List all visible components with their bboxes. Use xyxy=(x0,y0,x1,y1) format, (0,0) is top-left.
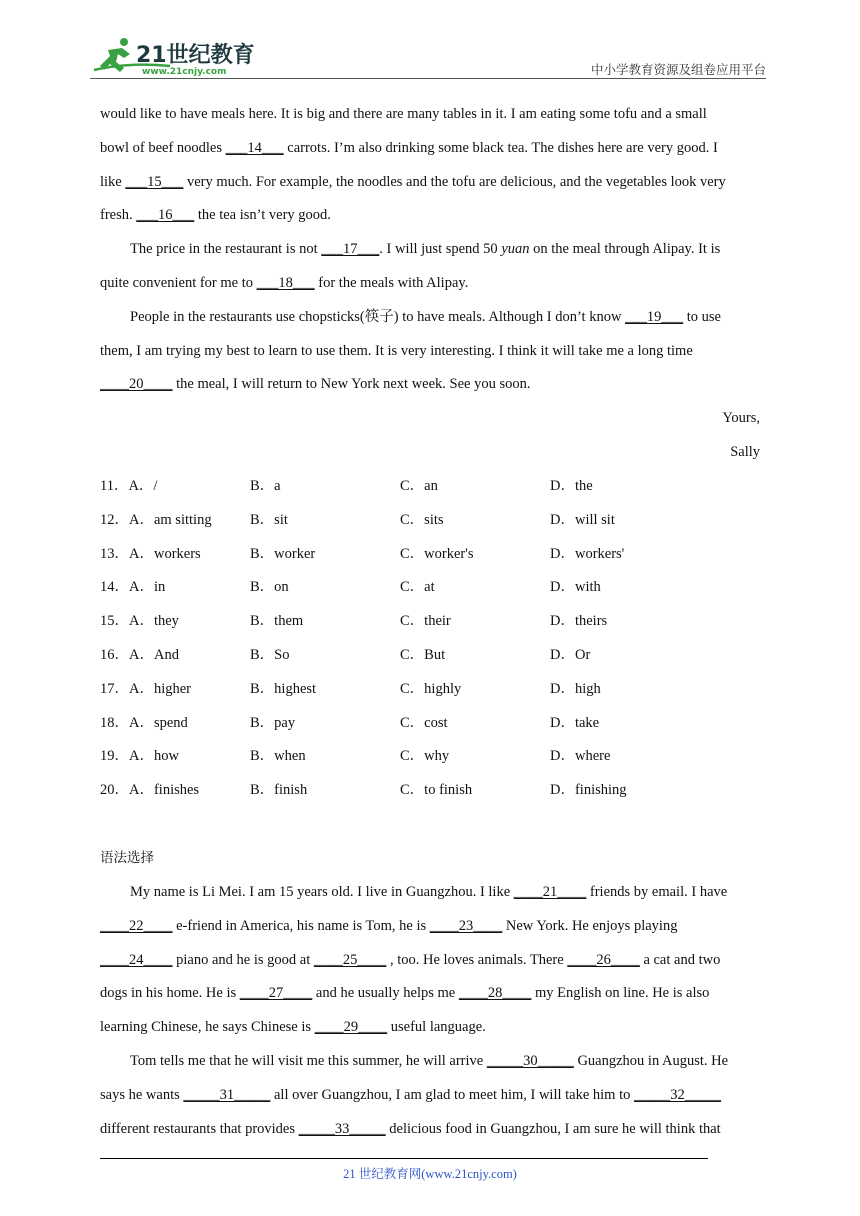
text-line xyxy=(100,1045,760,1079)
logo-21cnjy xyxy=(90,36,260,76)
blank-30[interactable]: _____30_____ xyxy=(486,1052,574,1069)
text-segment: New York. He enjoys playing xyxy=(502,917,678,934)
text-segment: my English on line. He is also xyxy=(531,985,710,1002)
text-segment: , too. He loves animals. There xyxy=(386,951,568,968)
option-a[interactable]: 18．A．spend xyxy=(100,714,188,731)
text-line: would like to have meals here. It is big and there are many tables in it. I am eating some tofu and a small xyxy=(100,106,707,122)
text-segment: Guangzhou in August. He xyxy=(573,1052,729,1069)
option-c[interactable]: C．to finish xyxy=(400,782,473,799)
text-segment: learning Chinese, he says Chinese is xyxy=(100,1019,315,1036)
blank-33[interactable]: _____33_____ xyxy=(298,1120,386,1137)
option-a[interactable]: 19．A．how xyxy=(100,748,179,765)
option-d[interactable]: D．Or xyxy=(550,646,591,663)
text-segment: and he usually helps me xyxy=(312,985,459,1002)
text-segment: says he wants xyxy=(100,1086,184,1103)
option-b[interactable]: B．when xyxy=(250,748,306,765)
option-b[interactable]: B．finish xyxy=(250,782,308,799)
option-b[interactable]: B．a xyxy=(250,478,281,494)
passage-1 xyxy=(100,98,760,470)
letter-signature: Sally xyxy=(730,443,760,460)
blank-28[interactable]: ____28____ xyxy=(458,985,532,1002)
option-a[interactable]: 11．A．/ xyxy=(100,478,158,494)
option-c[interactable]: C．cost xyxy=(400,714,448,731)
blank-14[interactable]: ___14___ xyxy=(225,139,284,156)
text-segment: a cat and two xyxy=(639,951,721,968)
blank-18[interactable]: ___18___ xyxy=(256,274,315,291)
page-header xyxy=(90,36,766,80)
blank-24[interactable]: ____24____ xyxy=(100,951,173,968)
option-b[interactable]: B．So xyxy=(250,646,290,663)
text-line: The price in the restaurant is not ___17___. I will just spend 50 yuan on the meal through Alipay. It is xyxy=(130,241,721,258)
blank-27[interactable]: ____27____ xyxy=(239,985,313,1002)
question-row xyxy=(100,774,760,808)
text-line: fresh. ___16___ the tea isn’t very good. xyxy=(100,207,331,224)
text-line: like ___15___ very much. For example, the noodles and the tofu are delicious, and the vegetables look very xyxy=(100,173,726,190)
text-line xyxy=(100,876,760,910)
option-d[interactable]: D．theirs xyxy=(550,613,608,630)
option-d[interactable]: D．with xyxy=(550,579,601,596)
question-row xyxy=(100,740,760,774)
text-line xyxy=(100,1011,760,1045)
question-row xyxy=(100,639,760,673)
text-segment: useful language. xyxy=(387,1019,486,1036)
option-d[interactable]: D．high xyxy=(550,680,601,697)
platform-label: 中小学教育资源及组卷应用平台 xyxy=(590,62,766,77)
option-a[interactable]: 16．A．And xyxy=(100,646,179,663)
blank-23[interactable]: ____23____ xyxy=(429,917,503,934)
text-segment: different restaurants that provides xyxy=(100,1120,299,1137)
option-c[interactable]: C．sits xyxy=(400,511,444,528)
blank-21[interactable]: ____21____ xyxy=(513,884,587,900)
text-line: quite convenient for me to ___18___ for the meals with Alipay. xyxy=(100,274,469,291)
blank-16[interactable]: ___16___ xyxy=(136,207,195,224)
text-line: bowl of beef noodles ___14___ carrots. I’m also drinking some black tea. The dishes here are very good. I xyxy=(100,139,718,156)
option-a[interactable]: 20．A．finishes xyxy=(100,782,200,799)
option-d[interactable]: D．finishing xyxy=(550,782,627,799)
blank-26[interactable]: ____26____ xyxy=(567,951,640,968)
footer-divider xyxy=(100,1158,708,1159)
option-d[interactable]: D．will sit xyxy=(550,511,615,528)
question-row xyxy=(100,673,760,707)
blank-32[interactable]: _____32_____ xyxy=(634,1086,721,1103)
text-segment: dogs in his home. He is xyxy=(100,985,240,1002)
option-c[interactable]: C．an xyxy=(400,478,438,494)
option-c[interactable]: C．worker's xyxy=(400,545,474,562)
option-c[interactable]: C．But xyxy=(400,646,446,663)
option-a[interactable]: 12．A．am sitting xyxy=(100,511,212,528)
option-a[interactable]: 13．A．workers xyxy=(100,545,201,562)
text-segment: all over Guangzhou, I am glad to meet him, I will take him to xyxy=(270,1086,634,1103)
blank-19[interactable]: ___19___ xyxy=(625,308,684,325)
text-line: People in the restaurants use chopsticks(筷子) to have meals. Although I don’t know ___19___ to use xyxy=(130,308,721,325)
header-divider xyxy=(90,78,766,79)
text-segment: e-friend in America, his name is Tom, he is xyxy=(172,917,430,934)
section-title: 语法选择 xyxy=(100,850,154,866)
text-segment: friends by email. I have xyxy=(586,884,728,900)
option-a[interactable]: 14．A．in xyxy=(100,579,166,596)
text-segment: piano and he is good at xyxy=(172,951,314,968)
letter-closing: Yours, xyxy=(722,410,760,427)
text-line xyxy=(100,1113,760,1147)
text-line xyxy=(100,944,760,978)
text-segment: Tom tells me that he will visit me this summer, he will arrive xyxy=(130,1052,487,1069)
text-line xyxy=(100,977,760,1011)
question-row xyxy=(100,470,760,504)
option-b[interactable]: B．them xyxy=(250,613,304,630)
blank-29[interactable]: ____29____ xyxy=(314,1019,388,1036)
question-row xyxy=(100,504,760,538)
text-line: ____20____ the meal, I will return to New York next week. See you soon. xyxy=(100,376,531,393)
text-segment: My name is Li Mei. I am 15 years old. I live in Guangzhou. I like xyxy=(130,884,514,900)
option-b[interactable]: B．pay xyxy=(250,714,296,731)
blank-22[interactable]: ____22____ xyxy=(100,917,173,934)
blank-15[interactable]: ___15___ xyxy=(125,173,184,190)
text-line: them, I am trying my best to learn to use them. It is very interesting. I think it will take me a long time xyxy=(100,342,693,359)
blank-25[interactable]: ____25____ xyxy=(313,951,387,968)
question-row xyxy=(100,605,760,639)
question-options xyxy=(100,470,760,808)
option-c[interactable]: C．at xyxy=(400,579,435,596)
option-c[interactable]: C．their xyxy=(400,613,451,630)
option-a[interactable]: 17．A．higher xyxy=(100,680,192,697)
blank-31[interactable]: _____31_____ xyxy=(183,1086,271,1103)
option-d[interactable]: D．take xyxy=(550,714,600,731)
passage-2 xyxy=(100,876,760,1146)
blank-17[interactable]: ___17___ xyxy=(321,241,380,258)
option-d[interactable]: D．where xyxy=(550,748,611,765)
option-b[interactable]: B．on xyxy=(250,579,289,596)
option-d[interactable]: D．the xyxy=(550,478,593,494)
option-b[interactable]: B．worker xyxy=(250,545,316,562)
option-d[interactable]: D．workers' xyxy=(550,545,625,562)
svg-text:www.21cnjy.com: www.21cnjy.com xyxy=(142,67,227,76)
text-line xyxy=(100,910,760,944)
question-row xyxy=(100,571,760,605)
option-b[interactable]: B．highest xyxy=(250,680,317,697)
svg-text:21世纪教育: 21世纪教育 xyxy=(136,43,255,68)
text-segment: delicious food in Guangzhou, I am sure he will think that xyxy=(385,1120,721,1137)
option-a[interactable]: 15．A．they xyxy=(100,613,179,630)
option-b[interactable]: B．sit xyxy=(250,511,288,528)
option-c[interactable]: C．why xyxy=(400,748,450,765)
blank-20[interactable]: ____20____ xyxy=(100,376,173,393)
question-row xyxy=(100,538,760,572)
footer-link[interactable]: 21 世纪教育网(www.21cnjy.com) xyxy=(343,1167,517,1181)
option-c[interactable]: C．highly xyxy=(400,680,462,697)
question-row xyxy=(100,707,760,741)
text-line xyxy=(100,1079,760,1113)
